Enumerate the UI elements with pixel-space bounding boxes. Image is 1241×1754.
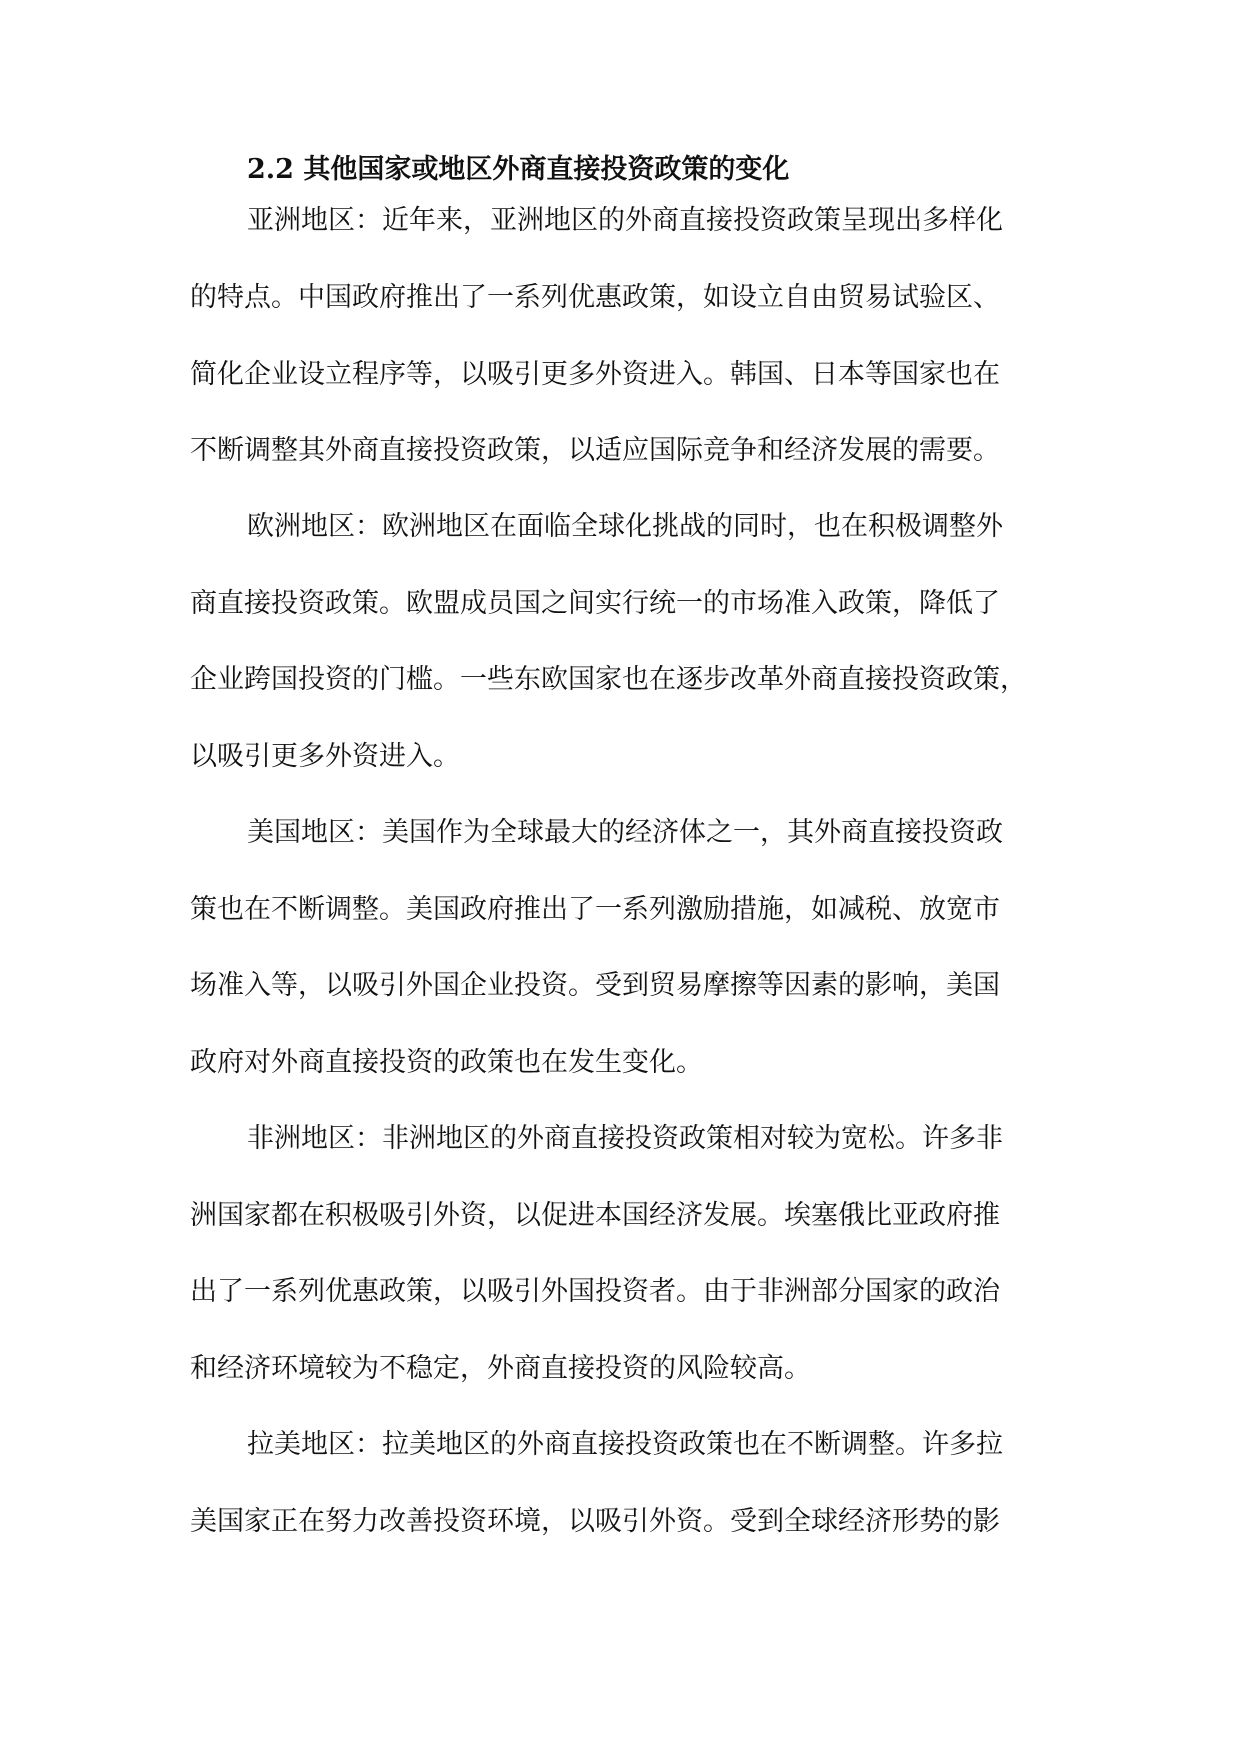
paragraph-europe-line-2: 商直接投资政策。欧盟成员国之间实行统一的市场准入政策，降低了 <box>190 588 1000 619</box>
paragraph-latam-line-2: 美国家正在努力改善投资环境，以吸引外资。受到全球经济形势的影 <box>190 1506 1000 1537</box>
paragraph-africa-line-3: 出了一系列优惠政策，以吸引外国投资者。由于非洲部分国家的政治 <box>190 1276 1000 1307</box>
paragraph-asia-line-2: 的特点。中国政府推出了一系列优惠政策，如设立自由贸易试验区、 <box>190 282 1000 313</box>
paragraph-europe-line-1: 欧洲地区：欧洲地区在面临全球化挑战的同时，也在积极调整外 <box>247 511 1003 542</box>
paragraph-usa-line-4: 政府对外商直接投资的政策也在发生变化。 <box>190 1047 703 1078</box>
paragraph-europe-line-3: 企业跨国投资的门槛。一些东欧国家也在逐步改革外商直接投资政策， <box>190 664 1027 695</box>
paragraph-asia-line-3: 简化企业设立程序等，以吸引更多外资进入。韩国、日本等国家也在 <box>190 359 1000 390</box>
paragraph-usa-line-3: 场准入等，以吸引外国企业投资。受到贸易摩擦等因素的影响，美国 <box>190 970 1000 1001</box>
section-heading: 2.2 其他国家或地区外商直接投资政策的变化 <box>247 154 790 185</box>
paragraph-europe-line-4: 以吸引更多外资进入。 <box>190 741 460 772</box>
paragraph-usa-line-2: 策也在不断调整。美国政府推出了一系列激励措施，如减税、放宽市 <box>190 894 1000 925</box>
paragraph-africa-line-1: 非洲地区：非洲地区的外商直接投资政策相对较为宽松。许多非 <box>247 1123 1003 1154</box>
paragraph-usa-line-1: 美国地区：美国作为全球最大的经济体之一，其外商直接投资政 <box>247 817 1003 848</box>
paragraph-latam-line-1: 拉美地区：拉美地区的外商直接投资政策也在不断调整。许多拉 <box>247 1429 1003 1460</box>
paragraph-africa-line-4: 和经济环境较为不稳定，外商直接投资的风险较高。 <box>190 1353 811 1384</box>
paragraph-asia-line-4: 不断调整其外商直接投资政策，以适应国际竞争和经济发展的需要。 <box>190 435 1000 466</box>
paragraph-asia-line-1: 亚洲地区：近年来，亚洲地区的外商直接投资政策呈现出多样化 <box>247 205 1003 236</box>
paragraph-africa-line-2: 洲国家都在积极吸引外资，以促进本国经济发展。埃塞俄比亚政府推 <box>190 1200 1000 1231</box>
